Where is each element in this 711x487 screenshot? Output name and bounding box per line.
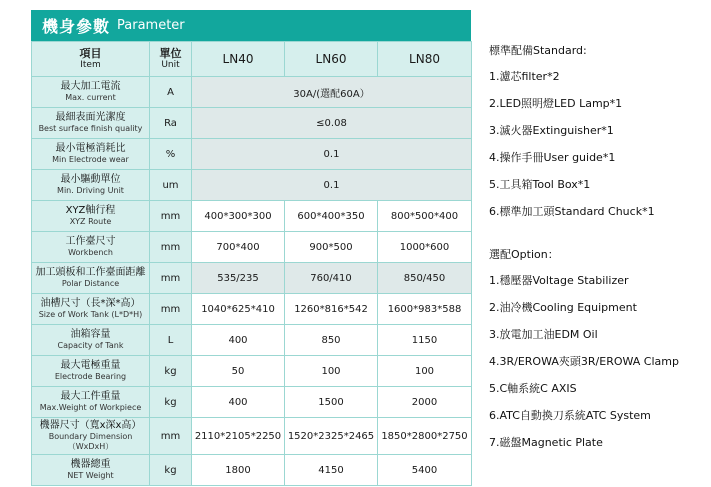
spec-table (31, 41, 472, 486)
spec-table-panel (31, 10, 471, 486)
row-label-cn: 最大電極重量 (60, 360, 121, 371)
row-label-cn: 機器總重 (70, 459, 111, 470)
panel-title-cn: 機身參數 (42, 17, 111, 36)
row-label-cn: 油箱容量 (70, 329, 111, 340)
row-value-ln60: 600*400*350 (285, 201, 378, 232)
row-unit: A (150, 77, 192, 108)
row-label (32, 325, 150, 356)
row-label-cn: 工作臺尺寸 (65, 236, 116, 247)
row-value-ln60: 4150 (285, 455, 378, 486)
header-unit-cn: 單位 (159, 46, 182, 60)
row-label-cn: 機器尺寸（寬x深x高） (39, 420, 142, 431)
standard-item: 4.操作手冊User guide*1 (489, 151, 616, 164)
table-row (32, 170, 472, 201)
row-value-ln80: 100 (378, 356, 472, 387)
row-unit: um (150, 170, 192, 201)
accessories-column (489, 44, 699, 463)
row-value-ln60: 1260*816*542 (285, 294, 378, 325)
row-label-en: Capacity of Tank (57, 341, 124, 350)
table-row (32, 418, 472, 455)
header-unit-en: Unit (161, 59, 180, 70)
header-model-ln60: LN60 (285, 42, 378, 77)
row-unit: % (150, 139, 192, 170)
table-row (32, 108, 472, 139)
row-value-ln60: 900*500 (285, 232, 378, 263)
row-value-ln40: 1800 (192, 455, 285, 486)
row-value-ln40: 400*300*300 (192, 201, 285, 232)
row-label (32, 77, 150, 108)
row-label-en: Max. current (65, 93, 116, 102)
row-label-cn: 最大工件重量 (60, 391, 121, 402)
row-label-cn: 最小驅動單位 (60, 174, 121, 185)
row-value-merged: 0.1 (192, 170, 472, 201)
option-item: 4.3R/EROWA夾頭3R/EROWA Clamp (489, 355, 679, 368)
row-value-ln80: 1850*2800*2750 (378, 418, 472, 455)
row-label (32, 201, 150, 232)
row-value-ln80: 5400 (378, 455, 472, 486)
row-unit: mm (150, 418, 192, 455)
standard-heading: 標準配備Standard: (489, 44, 587, 57)
row-label-cn: 最大加工電流 (60, 81, 121, 92)
panel-title-en: Parameter (117, 18, 185, 33)
row-value-merged: 30A/(選配60A） (192, 77, 472, 108)
row-label-en: Size of Work Tank (L*D*H) (38, 310, 143, 319)
row-unit: L (150, 325, 192, 356)
header-item-cell (32, 42, 150, 77)
row-value-ln40: 2110*2105*2250 (192, 418, 285, 455)
row-label-en: Min Electrode wear (52, 155, 129, 164)
header-model-ln40: LN40 (192, 42, 285, 77)
table-row (32, 294, 472, 325)
row-label-cn: 最小電極消耗比 (55, 143, 126, 154)
row-unit: kg (150, 455, 192, 486)
standard-item: 6.標準加工頭Standard Chuck*1 (489, 205, 655, 218)
row-value-ln40: 700*400 (192, 232, 285, 263)
row-value-ln80: 1600*983*588 (378, 294, 472, 325)
header-item-cn: 項目 (79, 46, 102, 60)
row-value-ln60: 100 (285, 356, 378, 387)
table-row (32, 356, 472, 387)
row-label (32, 387, 150, 418)
table-row (32, 232, 472, 263)
table-row (32, 325, 472, 356)
row-label-cn: 最細表面光潔度 (55, 112, 126, 123)
row-value-ln40: 1040*625*410 (192, 294, 285, 325)
option-item: 5.C軸系統C AXIS (489, 382, 577, 395)
row-label-en: Min. Driving Unit (57, 186, 124, 195)
row-unit: mm (150, 263, 192, 294)
option-item: 7.磁盤Magnetic Plate (489, 436, 603, 449)
row-label-en: Workbench (68, 248, 113, 257)
row-label (32, 263, 150, 294)
row-label (32, 455, 150, 486)
row-value-ln40: 400 (192, 325, 285, 356)
row-value-ln80: 2000 (378, 387, 472, 418)
row-value-merged: 0.1 (192, 139, 472, 170)
header-item-en: Item (80, 59, 101, 70)
row-unit: mm (150, 294, 192, 325)
row-value-ln80: 1150 (378, 325, 472, 356)
row-label (32, 232, 150, 263)
standard-item: 1.濾芯filter*2 (489, 70, 560, 83)
row-unit: mm (150, 232, 192, 263)
table-row (32, 263, 472, 294)
option-item: 3.放電加工油EDM Oil (489, 328, 598, 341)
row-label (32, 170, 150, 201)
option-item: 2.油冷機Cooling Equipment (489, 301, 637, 314)
row-unit: mm (150, 201, 192, 232)
row-value-ln60: 1500 (285, 387, 378, 418)
row-unit: kg (150, 356, 192, 387)
header-model-ln80: LN80 (378, 42, 472, 77)
row-label-en: Best surface finish quality (38, 124, 143, 133)
table-row (32, 455, 472, 486)
option-heading: 選配Option： (489, 248, 559, 261)
row-value-ln40: 50 (192, 356, 285, 387)
row-label-cn: XYZ軸行程 (65, 205, 116, 216)
table-row (32, 387, 472, 418)
row-label (32, 294, 150, 325)
row-label-en: XYZ Route (69, 217, 112, 226)
row-label-en: NET Weight (67, 471, 114, 480)
row-label (32, 139, 150, 170)
standard-item: 2.LED照明燈LED Lamp*1 (489, 97, 623, 110)
row-value-ln80: 800*500*400 (378, 201, 472, 232)
row-value-merged: ≤0.08 (192, 108, 472, 139)
option-item: 6.ATC自動換刀系統ATC System (489, 409, 651, 422)
row-label-cn: 加工頭板和工作臺面距離 (35, 267, 146, 278)
row-unit: kg (150, 387, 192, 418)
option-item: 1.穩壓器Voltage Stabilizer (489, 274, 629, 287)
row-value-ln60: 760/410 (285, 263, 378, 294)
row-label (32, 418, 150, 455)
table-row (32, 139, 472, 170)
row-label-en: Max.Weight of Workpiece (39, 403, 142, 412)
standard-item: 3.滅火器Extinguisher*1 (489, 124, 614, 137)
row-value-ln40: 535/235 (192, 263, 285, 294)
row-value-ln60: 1520*2325*2465 (285, 418, 378, 455)
row-value-ln80: 850/450 (378, 263, 472, 294)
section-divider (489, 232, 699, 246)
row-label-en: Boundary Dimension（WxDxH） (48, 432, 133, 451)
row-label (32, 108, 150, 139)
table-row (32, 77, 472, 108)
row-unit: Ra (150, 108, 192, 139)
table-row (32, 201, 472, 232)
row-label-cn: 油槽尺寸（長*深*高） (40, 298, 141, 309)
standard-item: 5.工具箱Tool Box*1 (489, 178, 591, 191)
row-label-en: Polar Distance (61, 279, 120, 288)
row-value-ln40: 400 (192, 387, 285, 418)
header-unit-cell (150, 42, 192, 77)
row-value-ln60: 850 (285, 325, 378, 356)
row-value-ln80: 1000*600 (378, 232, 472, 263)
table-header-row (32, 42, 472, 77)
panel-title-bar (31, 10, 471, 41)
row-label-en: Electrode Bearing (54, 372, 127, 381)
row-label (32, 356, 150, 387)
